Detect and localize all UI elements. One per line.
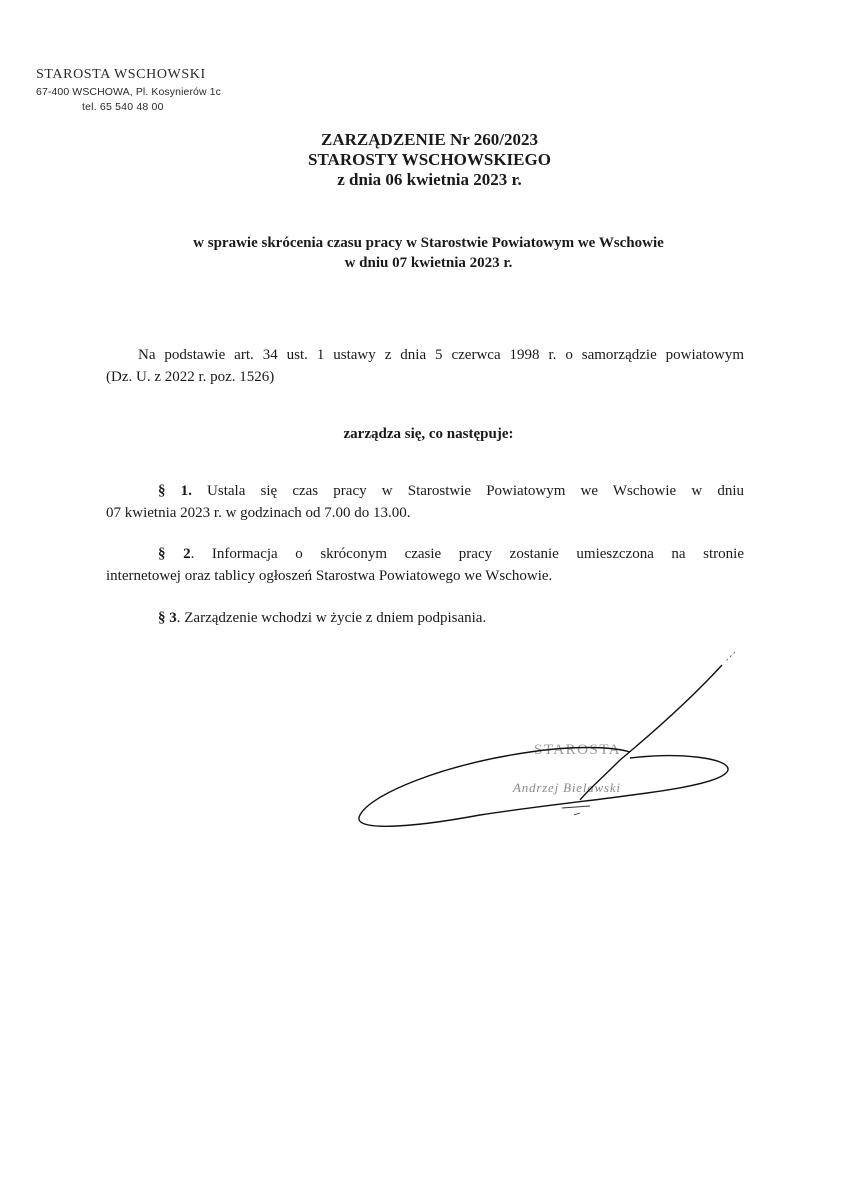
signature-stamp-title: STAROSTA [534,742,622,758]
office-header-stamp [36,66,296,115]
section-1-label: § 1. [158,483,192,499]
subject-line-1: w sprawie skrócenia czasu pracy w Starostwie Powiatowym we Wschowie [193,235,664,251]
section-3-text-1: . Zarządzenie wchodzi w życie z dniem podpisania. [176,610,487,626]
section-1 [106,480,744,524]
legal-basis-line-2: (Dz. U. z 2022 r. poz. 1526) [106,369,275,385]
section-1-line-1 [106,480,744,502]
legal-basis-line-1: Na podstawie art. 34 ust. 1 ustawy z dnia 5 czerwca 1998 r. o samorządzie powiatowym [138,347,744,363]
section-3-line-1 [106,607,744,629]
section-3 [106,607,744,629]
office-name: STAROSTA WSCHOWSKI [36,67,206,82]
office-phone: tel. 65 540 48 00 [82,101,164,113]
section-1-text-1: Ustala się czas pracy w Starostwie Powiatowym we Wschowie w dniu [191,483,744,499]
subject-line-2: w dniu 07 kwietnia 2023 r. [344,255,513,271]
decree-heading: zarządza się, co następuje: [343,426,514,442]
section-1-line-2: 07 kwietnia 2023 r. w godzinach od 7.00 do 13.00. [106,505,411,521]
legal-basis-paragraph [106,344,744,388]
handwritten-signature [330,640,750,850]
section-2-label: § 2 [158,546,191,562]
title-line-3: z dnia 06 kwietnia 2023 r. [337,170,522,189]
document-subject [0,233,849,273]
office-address: 67-400 WSCHOWA, Pl. Kosynierów 1c [36,86,221,98]
section-2-line-1 [106,543,744,565]
signature-stamp-name: Andrzej Bielawski [513,780,621,795]
section-3-label: § 3 [158,610,177,626]
document-title [0,130,849,190]
section-2-text-1: . Informacja o skróconym czasie pracy zostanie umieszczona na stronie [190,546,744,562]
title-line-2: STAROSTY WSCHOWSKIEGO [308,150,551,169]
section-2 [106,543,744,587]
section-2-line-2: internetowej oraz tablicy ogłoszeń Starostwa Powiatowego we Wschowie. [106,568,553,584]
title-line-1: ZARZĄDZENIE Nr 260/2023 [321,130,538,149]
